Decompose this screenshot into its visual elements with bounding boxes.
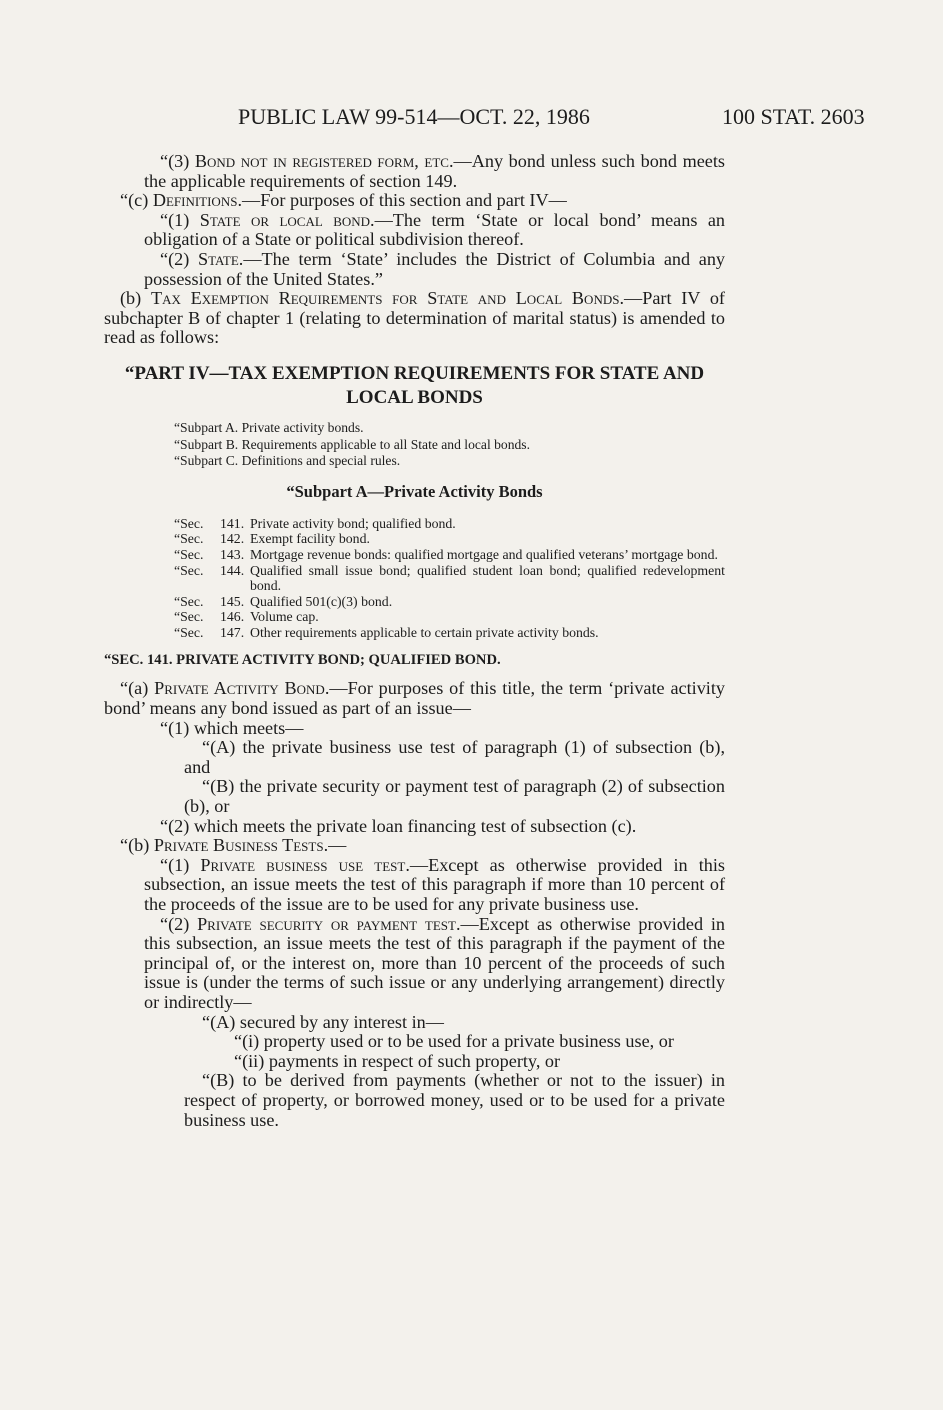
page-header [0, 104, 943, 134]
paragraph-tax-exemption: (b) Tax Exemption Requirements for State and Local Bonds.—Part IV of subchapter B of chapter 1 (relating to determination of marital status) is amended to read as follows: [104, 288, 725, 348]
subpart-a-heading: “Subpart A—Private Activity Bonds [286, 481, 543, 501]
section-item: “Sec. 144. Qualified small issue bond; qualified student loan bond; qualified redevelopment bond. [174, 562, 725, 594]
paragraph-a2: “(2) which meets the private loan financing test of subsection (c). [160, 815, 637, 836]
paragraph-bond-not-registered: “(3) Bond not in registered form, etc.—Any bond unless such bond meets the applicable requirements of section 149. [144, 151, 725, 191]
subpart-item: “Subpart C. Definitions and special rules. [174, 453, 401, 469]
paragraph-bA: “(A) secured by any interest in— [202, 1011, 444, 1032]
section-item: “Sec. 143. Mortgage revenue bonds: qualified mortgage and qualified veterans’ mortgage bond. [174, 546, 718, 562]
paragraph-definitions: “(c) Definitions.—For purposes of this section and part IV— [120, 190, 567, 211]
paragraph-private-activity-bond: “(a) Private Activity Bond.—For purposes of this title, the term ‘private activity bond’ means any bond issued as part of an issue— [104, 678, 725, 719]
section-item: “Sec. 147. Other requirements applicable to certain private activity bonds. [174, 624, 599, 640]
document-body [104, 152, 725, 1130]
subpart-list [104, 420, 725, 470]
subpart-item: “Subpart B. Requirements applicable to all State and local bonds. [174, 436, 530, 452]
paragraph-private-security-test: “(2) Private security or payment test.—Except as otherwise provided in this subsection, an issue meets the test of this paragraph if the payment of the principal of, or the interest on, more than 10 percent of the proceeds of such issue is (under the terms of such issue or any underlying arrangement) directly or indirectly— [144, 913, 726, 1012]
part-title: “PART IV—TAX EXEMPTION REQUIREMENTS FOR STATE AND LOCAL BONDS [124, 362, 705, 408]
section-item: “Sec. 146. Volume cap. [174, 609, 319, 625]
paragraph-aA: “(A) the private business use test of paragraph (1) of subsection (b), and [184, 737, 725, 777]
section-141-heading: “SEC. 141. PRIVATE ACTIVITY BOND; QUALIFIED BOND. [104, 652, 501, 669]
paragraph-private-business-tests: “(b) Private Business Tests.— [120, 835, 347, 856]
paragraph-aB: “(B) the private security or payment test of paragraph (2) of subsection (b), or [184, 776, 725, 817]
paragraph-bii: “(ii) payments in respect of such property, or [234, 1050, 561, 1071]
section-item: “Sec. 145. Qualified 501(c)(3) bond. [174, 593, 393, 609]
paragraph-private-business-use-test: “(1) Private business use test.—Except as otherwise provided in this subsection, an issue meets the test of this paragraph if more than 10 percent of the proceeds of the issue are to be used for any private business use. [144, 854, 725, 914]
section-item: “Sec. 142. Exempt facility bond. [174, 531, 370, 547]
section-item: “Sec. 141. Private activity bond; qualified bond. [174, 515, 456, 531]
paragraph-state: “(2) State.—The term ‘State’ includes the District of Columbia and any possession of the United States.” [144, 248, 726, 289]
paragraph-bi: “(i) property used or to be used for a private business use, or [234, 1031, 674, 1052]
paragraph-state-or-local-bond: “(1) State or local bond.—The term ‘State or local bond’ means an obligation of a State or political subdivision thereof. [144, 209, 726, 250]
paragraph-bB: “(B) to be derived from payments (whether or not to the issuer) in respect of property, or borrowed money, used or to be used for a private business use. [184, 1070, 725, 1130]
header-citation: PUBLIC LAW 99-514—OCT. 22, 1986 [238, 104, 590, 129]
header-stat-page: 100 STAT. 2603 [722, 104, 865, 129]
paragraph-a1: “(1) which meets— [160, 717, 304, 738]
section-list [104, 516, 725, 641]
subpart-item: “Subpart A. Private activity bonds. [174, 419, 364, 435]
